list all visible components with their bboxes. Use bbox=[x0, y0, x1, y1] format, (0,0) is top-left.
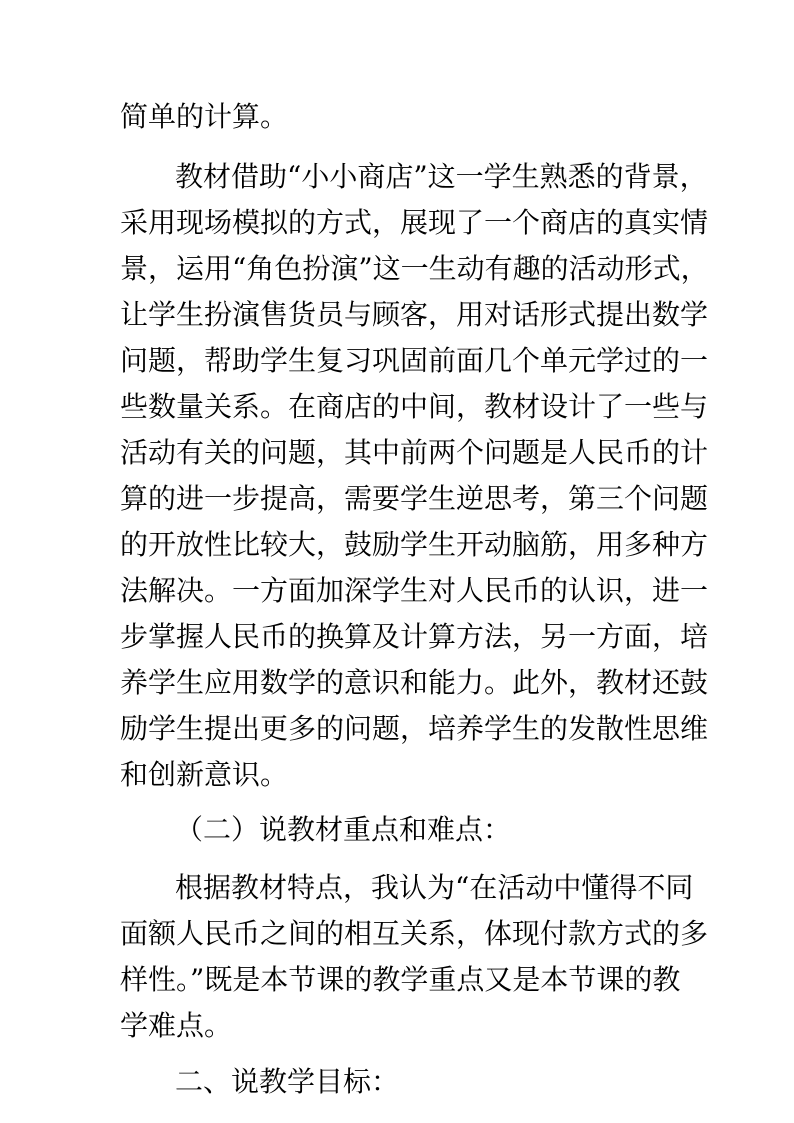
line-text: 采用现场模拟的方式，展现了一个商店的真实情 bbox=[120, 206, 709, 239]
text-line bbox=[0, 341, 794, 381]
line-text: 励学生提出更多的问题，培养学生的发散性思维 bbox=[120, 712, 709, 745]
line-text: 学难点。 bbox=[120, 1009, 233, 1042]
text-line bbox=[0, 479, 794, 519]
text-line bbox=[0, 868, 794, 908]
text-line bbox=[0, 433, 794, 473]
heading-text: （二）说教材重点和难点： bbox=[175, 813, 512, 846]
section-heading bbox=[0, 1062, 794, 1102]
line-text: 法解决。一方面加深学生对人民币的认识，进一 bbox=[120, 574, 709, 607]
line-text: 养学生应用数学的意识和能力。此外，教材还鼓 bbox=[120, 666, 709, 699]
line-text: 问题，帮助学生复习巩固前面几个单元学过的一 bbox=[120, 344, 709, 377]
text-line bbox=[0, 97, 794, 137]
line-text: 根据教材特点，我认为“在活动中懂得不同 bbox=[175, 871, 694, 904]
line-text: 和创新意识。 bbox=[120, 758, 289, 791]
heading-text: 二、说教学目标： bbox=[175, 1065, 400, 1098]
text-line bbox=[0, 663, 794, 703]
line-text: 活动有关的问题，其中前两个问题是人民币的计 bbox=[120, 436, 709, 469]
text-line bbox=[0, 1006, 794, 1046]
line-text: 景，运用“角色扮演”这一生动有趣的活动形式， bbox=[120, 252, 709, 285]
text-line bbox=[0, 387, 794, 427]
line-text: 步掌握人民币的换算及计算方法，另一方面，培 bbox=[120, 620, 709, 653]
line-text: 简单的计算。 bbox=[120, 100, 289, 133]
text-line bbox=[0, 709, 794, 749]
line-text: 算的进一步提高，需要学生逆思考，第三个问题 bbox=[120, 482, 709, 515]
text-line bbox=[0, 525, 794, 565]
text-line bbox=[0, 914, 794, 954]
text-line bbox=[0, 203, 794, 243]
text-line bbox=[0, 617, 794, 657]
text-line bbox=[0, 249, 794, 289]
text-line bbox=[0, 295, 794, 335]
line-text: 些数量关系。在商店的中间，教材设计了一些与 bbox=[120, 390, 709, 423]
text-line bbox=[0, 571, 794, 611]
section-heading bbox=[0, 810, 794, 850]
line-text: 面额人民币之间的相互关系，体现付款方式的多 bbox=[120, 917, 709, 950]
line-text: 的开放性比较大，鼓励学生开动脑筋，用多种方 bbox=[120, 528, 709, 561]
line-text: 教材借助“小小商店”这一学生熟悉的背景， bbox=[175, 160, 708, 193]
line-text: 样性。”既是本节课的教学重点又是本节课的教 bbox=[120, 963, 681, 996]
text-line bbox=[0, 755, 794, 795]
text-line bbox=[0, 157, 794, 197]
line-text: 让学生扮演售货员与顾客，用对话形式提出数学 bbox=[120, 298, 709, 331]
text-line bbox=[0, 960, 794, 1000]
